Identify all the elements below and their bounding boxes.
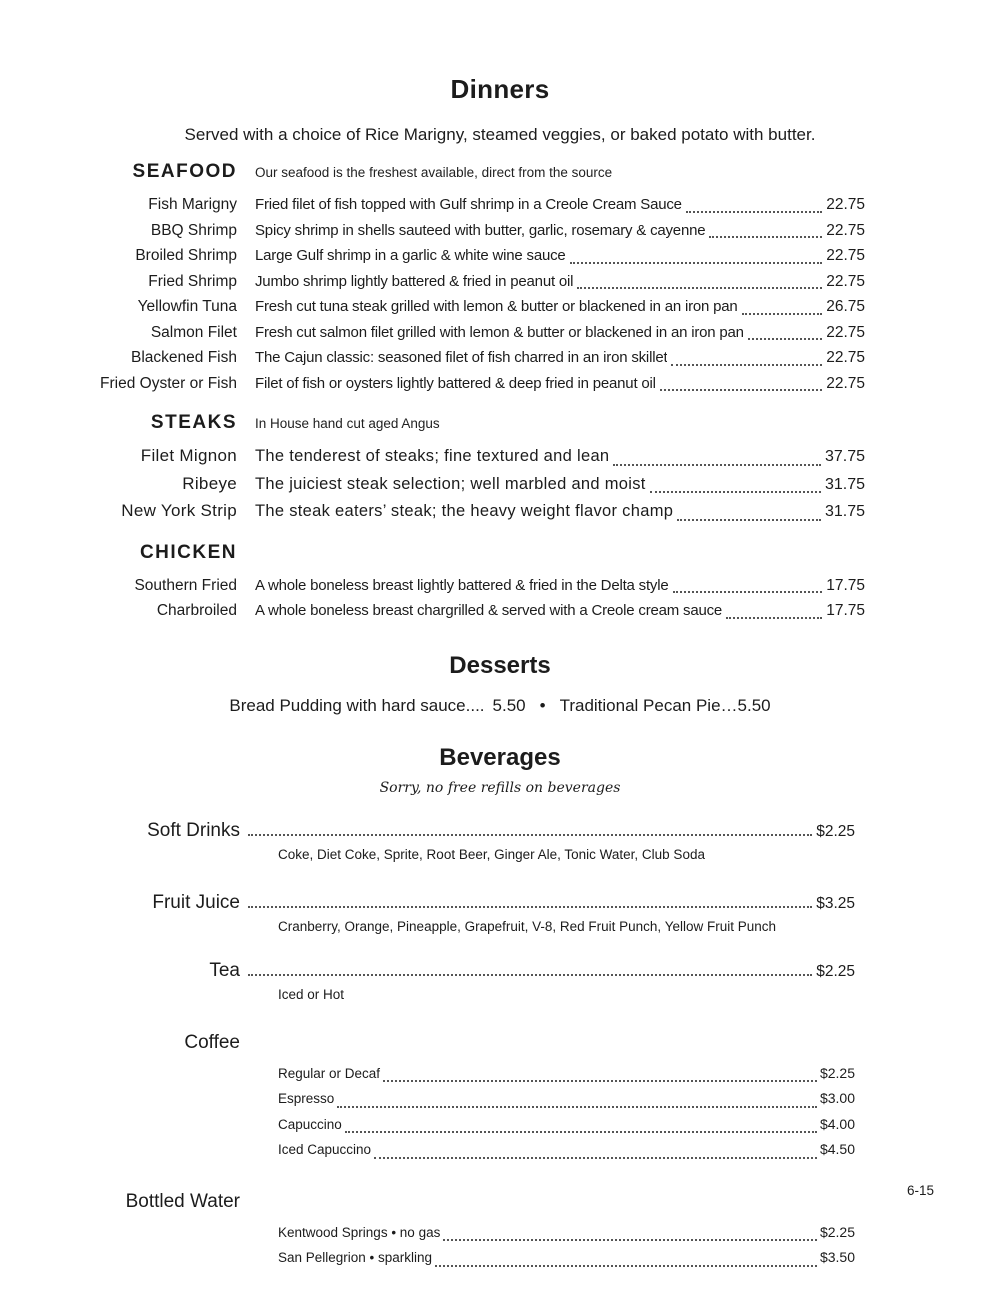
section-note: Our seafood is the freshest available, direct from the source [255, 165, 613, 180]
sub-item-price: $4.50 [819, 1141, 855, 1157]
sub-item-price: $2.25 [819, 1223, 855, 1240]
item-description: Fried filet of fish topped with Gulf shrimp in a Creole Cream Sauce [255, 196, 682, 213]
beverage-price: $2.25 [816, 822, 855, 840]
menu-item-row [0, 294, 865, 320]
dot-leader [660, 389, 822, 391]
beverage-soft-drinks [0, 820, 1000, 862]
desserts-line [0, 696, 1000, 716]
desserts-heading: Desserts [449, 651, 551, 679]
dot-leader [748, 338, 822, 340]
item-price: 26.75 [826, 298, 865, 315]
item-name: Blackened Fish [131, 349, 237, 366]
section-chicken [0, 542, 1000, 624]
beverage-label: Coffee [184, 1031, 240, 1053]
item-name: Ribeye [182, 473, 237, 493]
dot-leader [671, 364, 822, 366]
item-price: 31.75 [824, 475, 865, 493]
dot-leader [726, 617, 822, 619]
dot-leader [673, 591, 823, 593]
menu-items [0, 443, 865, 526]
item-price: 31.75 [824, 503, 865, 520]
sub-item-price: $3.00 [819, 1090, 855, 1106]
beverage-coffee [0, 1032, 1000, 1163]
section-note: In House hand cut aged Angus [255, 416, 440, 431]
item-name: Fried Oyster or Fish [100, 374, 237, 392]
item-price: 22.75 [826, 196, 865, 213]
page-title: Dinners [450, 74, 550, 104]
item-name: New York Strip [121, 501, 237, 520]
item-name: Fried Shrimp [148, 272, 237, 290]
item-description: Spicy shrimp in shells sauteed with butter, garlic, rosemary & cayenne [255, 221, 706, 239]
sub-item-name: Iced Capuccino [278, 1142, 372, 1157]
menu-item-row [0, 471, 865, 499]
dessert-item-price: 5.50 [492, 695, 526, 715]
bottled-water-subitems [278, 1220, 855, 1271]
item-description: Jumbo shrimp lightly battered & fried in peanut oil [255, 272, 574, 290]
item-price: 17.75 [826, 576, 865, 594]
beverages-note: Sorry, no free refills on beverages [379, 779, 621, 796]
sub-item-name: Regular or Decaf [278, 1065, 381, 1081]
section-heading: CHICKEN [139, 541, 237, 563]
dot-leader [709, 236, 822, 238]
item-description: The steak eaters’ steak; the heavy weight flavor champ [255, 502, 674, 520]
item-description: The Cajun classic: seasoned filet of fish charred in an iron skillet [255, 349, 668, 366]
item-description: A whole boneless breast lightly battered & fried in the Delta style [255, 576, 669, 594]
item-price: 37.75 [824, 448, 865, 465]
dot-leader [677, 519, 821, 521]
beverage-options: Iced or Hot [278, 986, 345, 1002]
sub-item-name: San Pellegrion • sparkling [278, 1250, 433, 1265]
dessert-item-name: Traditional Pecan Pie… [559, 695, 738, 715]
sub-item-price: $4.00 [819, 1115, 855, 1132]
dot-leader [443, 1239, 817, 1241]
menu-item-row [0, 320, 865, 346]
beverage-tea [0, 960, 1000, 1002]
item-price: 22.75 [826, 247, 865, 264]
dot-leader [337, 1106, 817, 1108]
page-number: 6-15 [906, 1183, 934, 1198]
sub-item-name: Espresso [278, 1091, 335, 1106]
item-name: Charbroiled [156, 602, 237, 619]
sub-item-row [278, 1220, 855, 1246]
item-price: 22.75 [826, 221, 865, 239]
item-name: Filet Mignon [140, 446, 237, 465]
menu-item-row [0, 269, 865, 295]
section-seafood [0, 161, 1000, 396]
beverage-bottled-water [0, 1191, 1000, 1271]
item-description: The juiciest steak selection; well marbled and moist [255, 474, 646, 493]
dot-leader [345, 1131, 817, 1133]
beverage-label: Soft Drinks [147, 819, 240, 841]
sub-item-row [278, 1112, 855, 1138]
menu-item-row [0, 243, 865, 269]
dot-leader [577, 287, 822, 289]
dot-leader [650, 491, 821, 493]
item-price: 17.75 [826, 602, 865, 619]
sub-item-price: $3.50 [819, 1249, 855, 1265]
menu-item-row [0, 218, 865, 244]
item-description: A whole boneless breast chargrilled & served with a Creole cream sauce [255, 602, 723, 619]
sub-item-row [278, 1086, 855, 1112]
beverage-label: Fruit Juice [152, 891, 240, 913]
sub-item-name: Capuccino [278, 1116, 342, 1132]
section-heading: STEAKS [150, 412, 237, 433]
section-header [0, 542, 1000, 564]
dot-leader [248, 834, 812, 836]
beverage-price: $2.25 [816, 962, 855, 980]
item-price: 22.75 [826, 272, 865, 290]
section-header [0, 412, 1000, 434]
dot-leader [613, 464, 821, 466]
menu-item-row [0, 443, 865, 471]
item-description: Large Gulf shrimp in a garlic & white wine sauce [255, 247, 566, 264]
beverage-price: $3.25 [816, 894, 855, 912]
menu-item-row [0, 192, 865, 218]
menu-item-row [0, 598, 865, 624]
item-description: Fresh cut salmon filet grilled with lemon & butter or blackened in an iron pan [255, 323, 744, 341]
dot-leader [374, 1157, 817, 1159]
dessert-item-price: 5.50 [737, 695, 771, 715]
sub-item-name: Kentwood Springs • no gas [278, 1224, 441, 1240]
dot-leader [742, 313, 823, 315]
beverage-label: Tea [209, 959, 240, 981]
section-header [0, 161, 1000, 183]
item-name: Salmon Filet [150, 323, 237, 341]
menu-item-row [0, 573, 865, 599]
dot-leader [248, 906, 812, 908]
dot-leader [248, 974, 812, 976]
beverage-options: Cranberry, Orange, Pineapple, Grapefruit, V-8, Red Fruit Punch, Yellow Fruit Punch [278, 918, 777, 934]
item-description: Fresh cut tuna steak grilled with lemon & butter or blackened in an iron pan [255, 298, 738, 315]
item-name: BBQ Shrimp [150, 221, 237, 239]
section-heading: SEAFOOD [132, 161, 237, 182]
item-name: Yellowfin Tuna [137, 298, 237, 315]
item-description: The tenderest of steaks; fine textured and lean [255, 447, 610, 465]
beverage-label: Bottled Water [125, 1190, 240, 1212]
dot-leader [383, 1080, 817, 1082]
sub-item-row [278, 1245, 855, 1271]
item-description: Filet of fish or oysters lightly battered & deep fried in peanut oil [255, 374, 656, 392]
menu-item-row [0, 345, 865, 371]
dot-leader [570, 262, 823, 264]
section-steaks [0, 412, 1000, 526]
coffee-subitems [278, 1061, 855, 1163]
dot-leader [686, 211, 822, 213]
bullet-separator: • [539, 695, 546, 715]
item-price: 22.75 [826, 323, 865, 341]
item-name: Fish Marigny [148, 196, 237, 213]
menu-item-row [0, 498, 865, 526]
item-name: Southern Fried [134, 576, 237, 594]
sub-item-row [278, 1137, 855, 1163]
sub-item-row [278, 1061, 855, 1087]
item-name: Broiled Shrimp [135, 247, 237, 264]
item-price: 22.75 [826, 349, 865, 366]
sub-item-price: $2.25 [819, 1064, 855, 1081]
beverage-fruit-juice [0, 892, 1000, 934]
item-price: 22.75 [826, 374, 865, 392]
menu-item-row [0, 371, 865, 397]
dot-leader [435, 1265, 817, 1267]
beverages-heading: Beverages [439, 743, 561, 771]
dessert-item-name: Bread Pudding with hard sauce.... [229, 695, 485, 715]
beverage-options: Coke, Diet Coke, Sprite, Root Beer, Ginger Ale, Tonic Water, Club Soda [278, 846, 705, 862]
menu-items [0, 573, 865, 624]
menu-items [0, 192, 865, 396]
page-subtitle: Served with a choice of Rice Marigny, steamed veggies, or baked potato with butter. [184, 125, 816, 144]
